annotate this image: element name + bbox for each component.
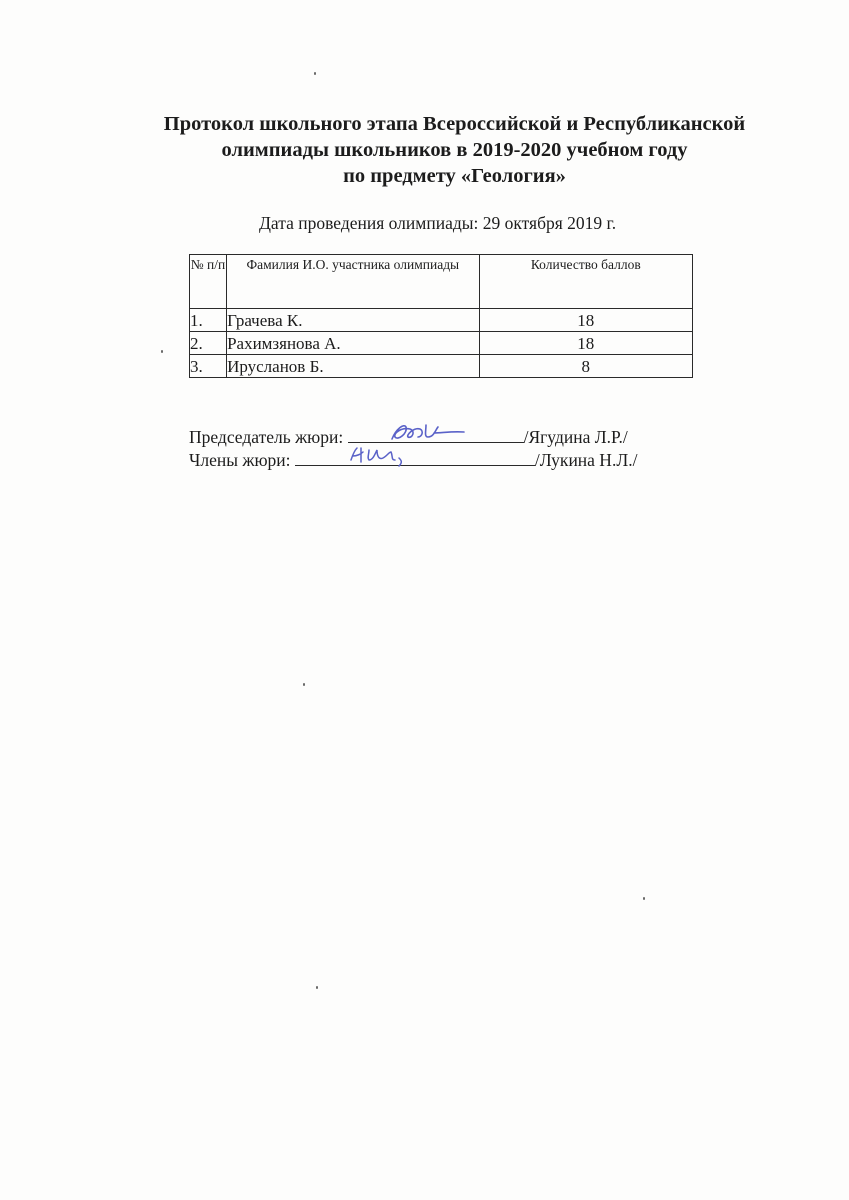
- table-row: [190, 355, 693, 378]
- signature-blank: [295, 448, 535, 466]
- row-score: 8: [479, 355, 692, 378]
- table-row: [190, 309, 693, 332]
- table-header-row: [190, 255, 693, 309]
- member-signature-icon: [295, 438, 535, 468]
- chair-name: /Ягудина Л.Р./: [523, 427, 628, 447]
- table-row: [190, 332, 693, 355]
- title-line: олимпиады школьников в 2019-2020 учебном году: [221, 139, 688, 161]
- scan-speck: [643, 897, 645, 900]
- header-number: № п/п: [190, 255, 227, 309]
- scan-speck: [316, 986, 318, 989]
- title-line: по предмету «Геология»: [343, 165, 566, 187]
- row-number: 2.: [190, 332, 227, 355]
- scan-speck: [161, 350, 163, 353]
- members-signature-line: [189, 448, 637, 471]
- row-number: 3.: [190, 355, 227, 378]
- row-score: 18: [479, 309, 692, 332]
- header-name: Фамилия И.О. участника олимпиады: [227, 255, 480, 309]
- title-line: Протокол школьного этапа Всероссийской и Республиканской: [163, 113, 746, 135]
- members-label: Члены жюри:: [189, 450, 291, 470]
- chair-label: Председатель жюри:: [189, 427, 344, 447]
- row-score: 18: [479, 332, 692, 355]
- row-name: Грачева К.: [227, 309, 480, 332]
- row-name: Ирусланов Б.: [227, 355, 480, 378]
- row-number: 1.: [190, 309, 227, 332]
- date-line: Дата проведения олимпиады: 29 октября 2019 г.: [259, 213, 617, 233]
- results-table: [189, 254, 693, 378]
- scan-speck: [314, 72, 316, 75]
- document-title: [0, 111, 849, 189]
- row-name: Рахимзянова А.: [227, 332, 480, 355]
- header-score: Количество баллов: [479, 255, 692, 309]
- members-name: /Лукина Н.Л./: [534, 450, 638, 470]
- scan-speck: [303, 683, 305, 686]
